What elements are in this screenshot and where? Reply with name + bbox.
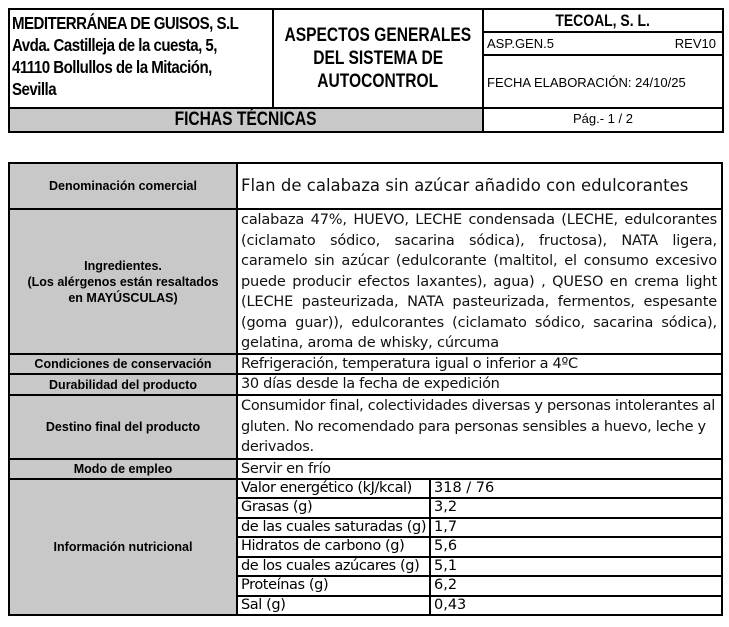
row-ingredientes xyxy=(10,210,721,355)
nutrient-name: Hidratos de carbono (g) xyxy=(238,538,431,555)
nutrient-name: Valor energético (kJ/kcal) xyxy=(238,480,431,497)
ingredients-list: calabaza 47%, HUEVO, LECHE condensada (LECHE, edulcorantes (ciclamato sódico, sacarina sódica), fructosa), NATA ligera, caramelo sin azúcar (edulcorante (maltitol, el consumo excesivo puede producir efectos laxantes), agua) , QUESO en crema light (LECHE pasteurizada, NATA pasteurizada, fermentos, espesante (goma guar)), edulcorantes (ciclamato sódico, sacarina sódica), gelatina, aroma de whisky, cúrcuma xyxy=(241,212,717,351)
company-address-city: 41110 Bollullos de la Mitación, xyxy=(12,57,212,77)
nutrient-value: 5,1 xyxy=(434,557,458,574)
row-label xyxy=(10,210,238,353)
product-spec-table xyxy=(8,162,723,616)
nutrition-table xyxy=(238,480,721,614)
row-durabilidad xyxy=(10,375,721,396)
nutrient-value: 318 / 76 xyxy=(434,480,495,496)
nutrient-value: 5,6 xyxy=(434,538,458,555)
row-destino xyxy=(10,396,721,460)
doc-code: ASP.GEN.5 xyxy=(487,36,554,51)
label-text: Ingredientes. xyxy=(84,258,162,273)
row-label xyxy=(10,164,238,208)
row-conservacion xyxy=(10,355,721,375)
doc-code-row xyxy=(484,33,722,56)
label-text: Destino final del producto xyxy=(45,420,201,434)
nutrient-name: Grasas (g) xyxy=(238,499,431,516)
elaboration-date: FECHA ELABORACIÓN: 24/10/25 xyxy=(484,56,722,109)
company-name: MEDITERRÁNEA DE GUISOS, S.L xyxy=(12,13,239,33)
product-name: Flan de calabaza sin azúcar añadido con edulcorantes xyxy=(241,176,689,195)
section-label: FICHAS TÉCNICAS xyxy=(175,109,317,130)
nutrition-row xyxy=(238,480,721,499)
row-label xyxy=(10,480,238,614)
label-text: Denominación comercial xyxy=(49,179,197,193)
company-block xyxy=(10,10,274,109)
label-text: (Los alérgenos están resaltados xyxy=(27,274,219,289)
row-modo-empleo xyxy=(10,460,721,480)
row-label xyxy=(10,355,238,373)
row-nutricional xyxy=(10,480,721,614)
row-label xyxy=(10,375,238,394)
nutrition-row xyxy=(238,558,721,577)
row-label xyxy=(10,396,238,458)
document-title xyxy=(274,10,484,109)
nutrition-row xyxy=(238,577,721,596)
nutrient-name: de las cuales saturadas (g) xyxy=(238,519,431,536)
nutrient-value: 0,43 xyxy=(434,596,467,613)
nutrition-row xyxy=(238,597,721,614)
nutrient-name: Proteínas (g) xyxy=(238,577,431,594)
nutrient-value: 6,2 xyxy=(434,577,458,594)
row-label xyxy=(10,460,238,478)
company-address-street: Avda. Castilleja de la cuesta, 5, xyxy=(12,35,217,55)
nutrient-value: 3,2 xyxy=(434,499,458,516)
label-text: en MAYÚSCULAS) xyxy=(68,290,178,305)
label-text: Información nutricional xyxy=(53,540,193,554)
nutrition-row xyxy=(238,538,721,557)
label-text: Modo de empleo xyxy=(73,462,173,476)
nutrient-value: 1,7 xyxy=(434,518,458,535)
usage-mode: Servir en frío xyxy=(241,461,331,477)
consultant-name xyxy=(484,10,722,33)
company-address-province: Sevilla xyxy=(12,79,57,99)
title-line: AUTOCONTROL xyxy=(317,71,439,92)
shelf-life: 30 días desde la fecha de expedición xyxy=(241,376,500,392)
page-number: Pág.- 1 / 2 xyxy=(573,111,633,126)
nutrient-name: de los cuales azúcares (g) xyxy=(238,558,431,575)
intended-use: Consumidor final, colectividades diversas y personas intolerantes al gluten. No recomendado para personas sensibles a huevo, leche y derivados. xyxy=(241,398,715,455)
section-title xyxy=(10,109,484,131)
title-line: ASPECTOS GENERALES xyxy=(284,25,472,46)
storage-conditions: Refrigeración, temperatura igual o inferior a 4ºC xyxy=(241,356,578,372)
nutrient-name: Sal (g) xyxy=(238,597,431,614)
title-line: DEL SISTEMA DE xyxy=(313,48,443,69)
label-text: Condiciones de conservación xyxy=(34,357,212,371)
revision: REV10 xyxy=(674,36,716,51)
label-text: Durabilidad del producto xyxy=(49,377,197,392)
nutrition-row xyxy=(238,499,721,518)
document-header xyxy=(8,8,724,133)
consultant-label: TECOAL, S. L. xyxy=(555,11,651,30)
nutrition-row xyxy=(238,519,721,538)
row-denominacion xyxy=(10,164,721,210)
